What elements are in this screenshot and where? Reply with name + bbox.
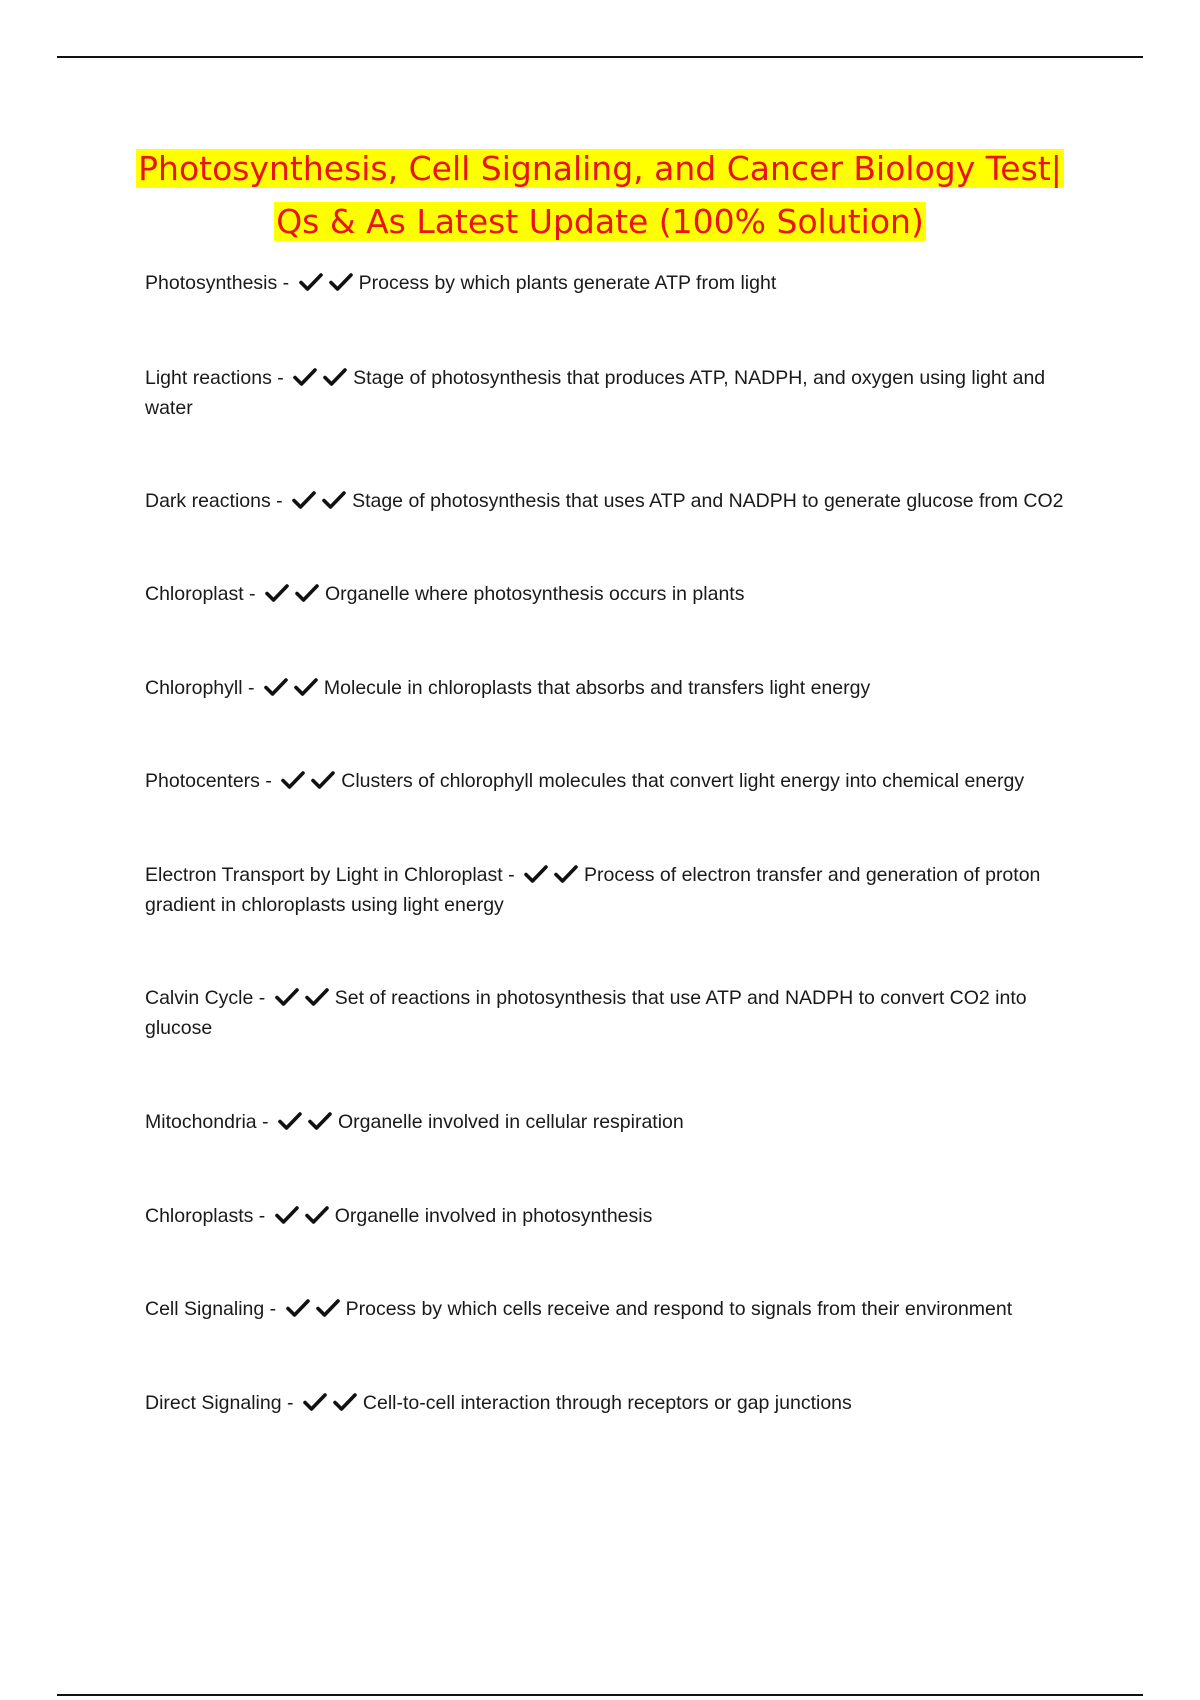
qa-entry bbox=[145, 1294, 1085, 1324]
check-mark-icon bbox=[295, 583, 319, 603]
entry-definition: Stage of photosynthesis that produces ATP, NADPH, and oxygen using light and water bbox=[145, 367, 1046, 419]
entry-definition: Process by which plants generate ATP from light bbox=[358, 272, 777, 294]
qa-entry bbox=[145, 860, 1085, 920]
title-line-2: Qs & As Latest Update (100% Solution) bbox=[276, 202, 924, 241]
check-mark-icon bbox=[316, 1298, 340, 1318]
entry-separator: - bbox=[256, 1111, 274, 1133]
entry-separator: - bbox=[271, 367, 290, 389]
entry-term: Chloroplasts bbox=[145, 1205, 254, 1227]
entry-term: Photosynthesis bbox=[145, 272, 278, 294]
qa-entry bbox=[145, 766, 1085, 796]
entry-definition: Process of electron transfer and generation of proton gradient in chloroplasts using light energy bbox=[145, 864, 1041, 916]
entry-definition: Process by which cells receive and respond to signals from their environment bbox=[345, 1298, 1013, 1320]
footer-rule bbox=[57, 1694, 1143, 1696]
check-mark-icon bbox=[294, 677, 318, 697]
entry-definition: Organelle involved in photosynthesis bbox=[334, 1205, 653, 1227]
entry-term: Direct Signaling bbox=[145, 1392, 282, 1414]
qa-entry bbox=[145, 1201, 1085, 1231]
entry-definition: Organelle where photosynthesis occurs in plants bbox=[324, 583, 745, 605]
qa-entry bbox=[145, 983, 1085, 1043]
entry-separator: - bbox=[242, 677, 260, 699]
check-mark-icon bbox=[303, 1392, 327, 1412]
check-mark-icon bbox=[305, 987, 329, 1007]
entry-separator: - bbox=[277, 272, 295, 294]
check-mark-icon bbox=[322, 490, 346, 510]
qa-entry bbox=[145, 1107, 1085, 1137]
entry-definition: Clusters of chlorophyll molecules that convert light energy into chemical energy bbox=[341, 770, 1025, 792]
check-mark-icon bbox=[333, 1392, 357, 1412]
entry-definition: Molecule in chloroplasts that absorbs and transfers light energy bbox=[323, 677, 871, 699]
qa-entry bbox=[145, 673, 1085, 703]
check-mark-icon bbox=[299, 272, 323, 292]
entry-separator: - bbox=[270, 490, 289, 512]
entry-separator: - bbox=[259, 770, 278, 792]
check-mark-icon bbox=[305, 1205, 329, 1225]
entry-term: Electron Transport by Light in Chloroplast bbox=[145, 864, 503, 886]
check-mark-icon bbox=[292, 490, 316, 510]
entry-term: Mitochondria bbox=[145, 1111, 257, 1133]
entry-term: Cell Signaling bbox=[145, 1298, 265, 1320]
check-mark-icon bbox=[311, 770, 335, 790]
entry-definition: Stage of photosynthesis that uses ATP and NADPH to generate glucose from CO2 bbox=[352, 490, 1064, 512]
entry-term: Chlorophyll bbox=[145, 677, 243, 699]
check-mark-icon bbox=[293, 367, 317, 387]
qa-entry bbox=[145, 1388, 1085, 1418]
entry-separator: - bbox=[243, 583, 261, 605]
entry-term: Calvin Cycle bbox=[145, 987, 254, 1009]
entry-definition: Cell-to-cell interaction through receptors or gap junctions bbox=[362, 1392, 852, 1414]
check-mark-icon bbox=[308, 1111, 332, 1131]
check-mark-icon bbox=[265, 583, 289, 603]
entry-term: Light reactions bbox=[145, 367, 272, 389]
header-rule bbox=[57, 56, 1143, 58]
check-mark-icon bbox=[264, 677, 288, 697]
entry-definition: Organelle involved in cellular respiration bbox=[337, 1111, 684, 1133]
check-mark-icon bbox=[286, 1298, 310, 1318]
check-mark-icon bbox=[278, 1111, 302, 1131]
qa-entry bbox=[145, 268, 1085, 298]
qa-entry bbox=[145, 486, 1085, 516]
check-mark-icon bbox=[329, 272, 353, 292]
entry-term: Dark reactions bbox=[145, 490, 271, 512]
check-mark-icon bbox=[524, 864, 548, 884]
entry-separator: - bbox=[281, 1392, 299, 1414]
check-mark-icon bbox=[554, 864, 578, 884]
entry-term: Chloroplast bbox=[145, 583, 244, 605]
entry-separator: - bbox=[264, 1298, 282, 1320]
check-mark-icon bbox=[323, 367, 347, 387]
document-title bbox=[100, 142, 1100, 248]
entry-definition: Set of reactions in photosynthesis that use ATP and NADPH to convert CO2 into glucose bbox=[145, 987, 1027, 1039]
qa-entry bbox=[145, 363, 1085, 423]
entry-separator: - bbox=[502, 864, 521, 886]
check-mark-icon bbox=[275, 1205, 299, 1225]
entry-term: Photocenters bbox=[145, 770, 260, 792]
check-mark-icon bbox=[275, 987, 299, 1007]
entry-separator: - bbox=[253, 987, 271, 1009]
title-line-1: Photosynthesis, Cell Signaling, and Cancer Biology Test| bbox=[138, 149, 1062, 188]
check-mark-icon bbox=[281, 770, 305, 790]
qa-entry bbox=[145, 579, 1085, 609]
entry-separator: - bbox=[253, 1205, 271, 1227]
